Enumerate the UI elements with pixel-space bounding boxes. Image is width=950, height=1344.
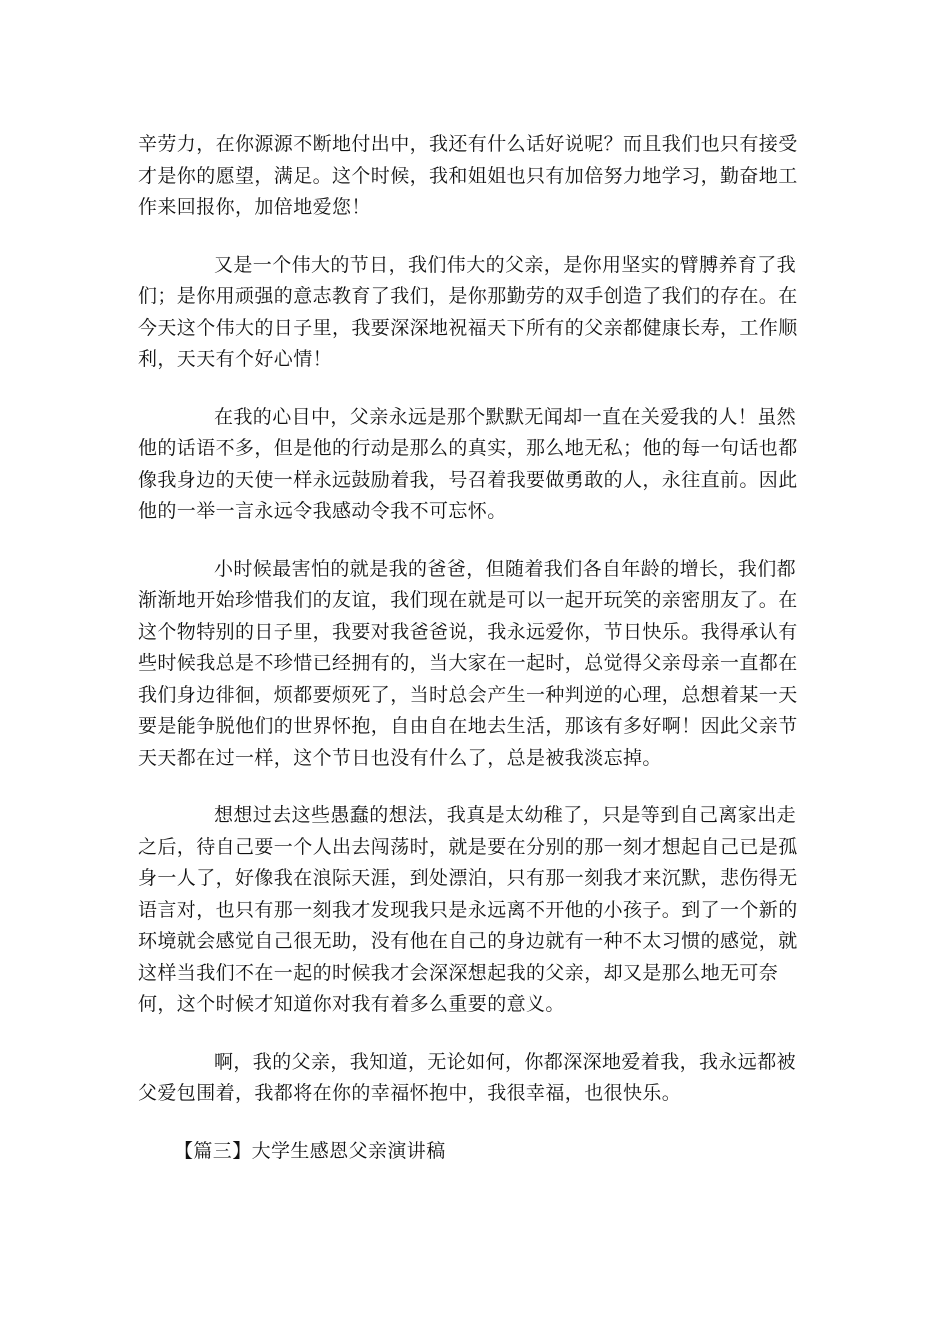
paragraph-6: 啊，我的父亲，我知道，无论如何，你都深深地爱着我，我永远都被父爱包围着，我都将在你的幸福怀抱中，我很幸福，也很快乐。 xyxy=(138,1050,797,1104)
document-body xyxy=(138,129,810,1167)
paragraph-3: 在我的心目中，父亲永远是那个默默无闻却一直在关爱我的人！虽然他的话语不多，但是他的行动是那么的真实，那么地无私；他的每一句话也都像我身边的天使一样永远鼓励着我，号召着我要做勇敢的人，永往直前。因此他的一举一言永远令我感动令我不可忘怀。 xyxy=(138,405,798,522)
paragraph-2: 又是一个伟大的节日，我们伟大的父亲，是你用坚实的臂膊养育了我们；是你用顽强的意志教育了我们，是你那勤劳的双手创造了我们的存在。在今天这个伟大的日子里，我要深深地祝福天下所有的父亲都健康长寿，工作顺利，天天有个好心情！ xyxy=(138,253,798,370)
paragraph-4: 小时候最害怕的就是我的爸爸，但随着我们各自年龄的增长，我们都渐渐地开始珍惜我们的友谊，我们现在就是可以一起开玩笑的亲密朋友了。在这个物特别的日子里，我要对我爸爸说，我永远爱你，节日快乐。我得承认有些时候我总是不珍惜已经拥有的，当大家在一起时，总觉得父亲母亲一直都在我们身边徘徊，烦都要烦死了，当时总会产生一种判逆的心理，总想着某一天要是能争脱他们的世界怀抱，自由自在地去生活，那该有多好啊！因此父亲节天天都在过一样，这个节日也没有什么了，总是被我淡忘掉。 xyxy=(138,557,798,769)
paragraph-5: 想想过去这些愚蠢的想法，我真是太幼稚了，只是等到自己离家出走之后，待自己要一个人出去闯荡时，就是要在分别的那一刻才想起自己已是孤身一人了，好像我在浪际天涯，到处漂泊，只有那一刻我才来沉默，悲伤得无语言对，也只有那一刻我才发现我只是永远离不开他的小孩子。到了一个新的环境就会感觉自己很无助，没有他在自己的身边就有一种不太习惯的感觉，就这样当我们不在一起的时候我才会深深想起我的父亲，却又是那么地无可奈何，这个时候才知道你对我有着多么重要的意义。 xyxy=(138,804,798,1015)
paragraph-1: 辛劳力，在你源源不断地付出中，我还有什么话好说呢？而且我们也只有接受才是你的愿望，满足。这个时候，我和姐姐也只有加倍努力地学习，勤奋地工作来回报你，加倍地爱您！ xyxy=(138,133,798,218)
section-heading: 【篇三】大学生感恩父亲演讲稿 xyxy=(174,1139,446,1162)
